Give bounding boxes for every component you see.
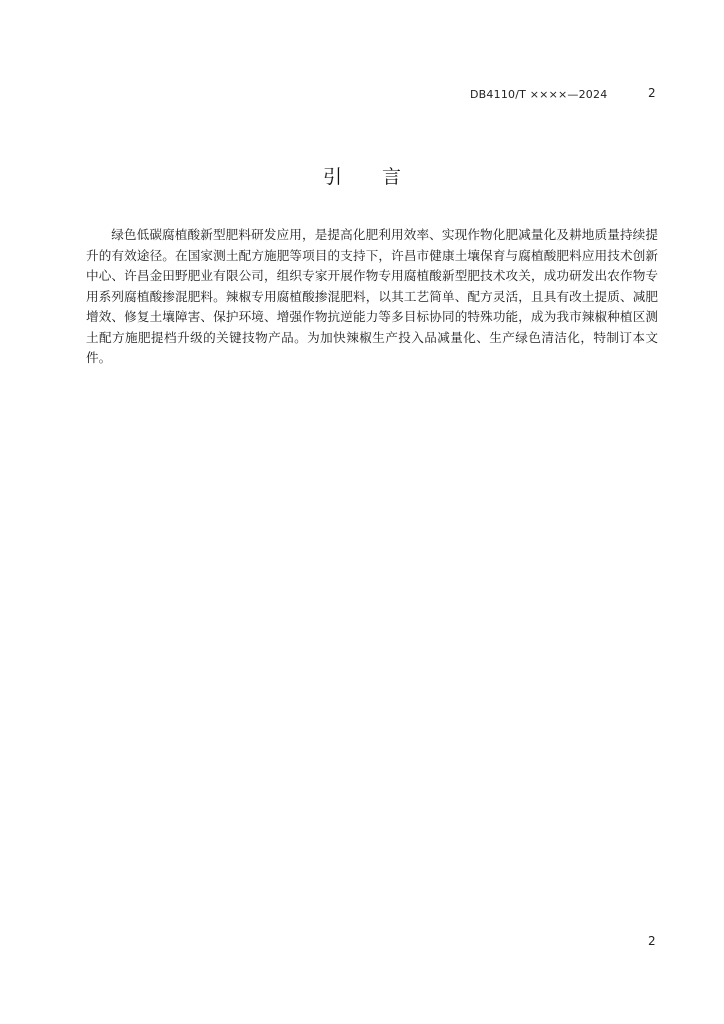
introduction-paragraph: 绿色低碳腐植酸新型肥料研发应用，是提高化肥利用效率、实现作物化肥减量化及耕地质量持续提升的有效途径。在国家测土配方施肥等项目的支持下，许昌市健康土壤保育与腐植酸肥料应用技术创新中心、许昌金田野肥业有限公司，组织专家开展作物专用腐植酸新型肥技术攻关，成功研发出农作物专用系列腐植酸掺混肥料。辣椒专用腐植酸掺混肥料，以其工艺简单、配方灵活，且具有改土提质、减肥增效、修复土壤障害、保护环境、增强作物抗逆能力等多目标协同的特殊功能，成为我市辣椒种植区测土配方施肥提档升级的关键技物产品。为加快辣椒生产投入品减量化、生产绿色清洁化，特制订本文件。 bbox=[86, 227, 658, 365]
footer-page-number: 2 bbox=[648, 934, 656, 948]
standard-code: DB4110/T ××××—2024 bbox=[470, 88, 608, 101]
header-page-number: 2 bbox=[648, 86, 656, 100]
section-title: 引言 bbox=[322, 166, 441, 188]
